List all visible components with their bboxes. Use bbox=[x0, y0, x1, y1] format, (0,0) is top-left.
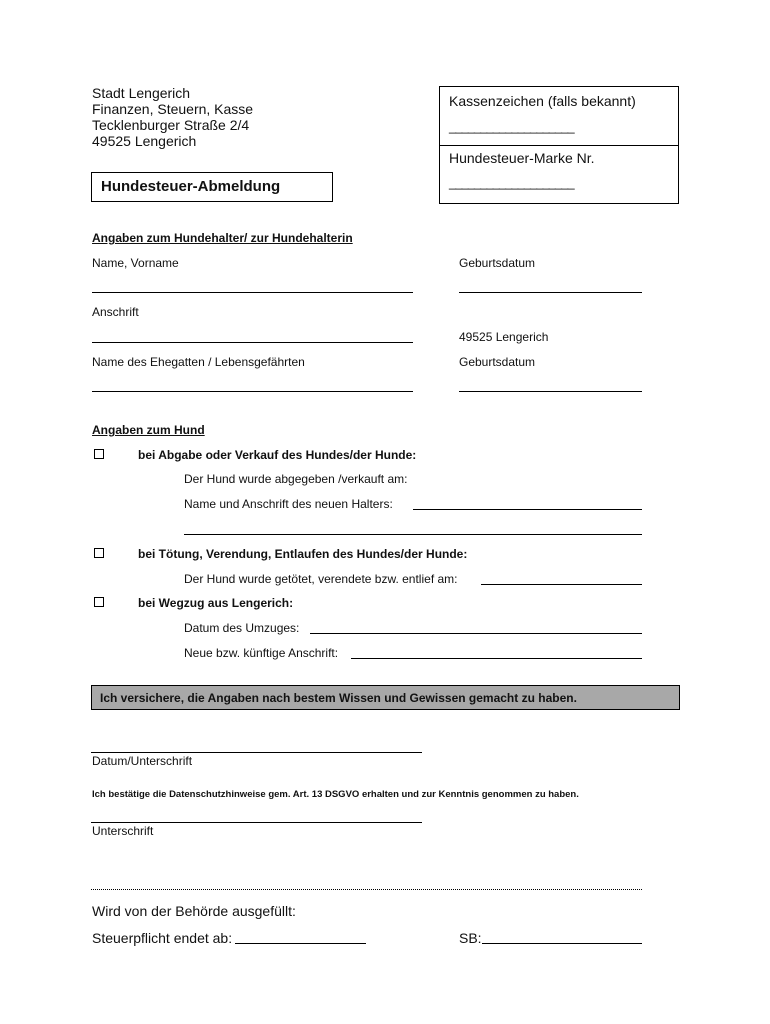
death-date-field[interactable] bbox=[481, 584, 642, 585]
dotted-separator bbox=[91, 889, 642, 890]
new-address-label: Neue bzw. künftige Anschrift: bbox=[184, 646, 339, 660]
spouse-name-label: Name des Ehegatten / Lebensgefährten bbox=[92, 355, 305, 369]
authority-heading: Wird von der Behörde ausgefüllt: bbox=[92, 903, 296, 919]
new-owner-label: Name und Anschrift des neuen Halters: bbox=[184, 497, 393, 511]
spouse-name-field[interactable] bbox=[92, 391, 413, 392]
birthdate-field[interactable] bbox=[459, 292, 642, 293]
address-label: Anschrift bbox=[92, 305, 139, 319]
privacy-statement: Ich bestätige die Datenschutzhinweise gem. Art. 13 DSGVO erhalten und zur Kenntnis genommen zu haben. bbox=[92, 789, 579, 800]
tax-end-label: Steuerpflicht endet ab: bbox=[92, 930, 233, 946]
spouse-birthdate-field[interactable] bbox=[459, 391, 642, 392]
new-address-field[interactable] bbox=[351, 658, 642, 659]
moving-checkbox[interactable] bbox=[94, 597, 104, 607]
sale-date-label: Der Hund wurde abgegeben /verkauft am: bbox=[184, 472, 408, 486]
kassenzeichen-label: Kassenzeichen (falls bekannt) bbox=[449, 93, 636, 109]
name-label: Name, Vorname bbox=[92, 256, 179, 270]
signature-date-label: Datum/Unterschrift bbox=[92, 754, 193, 768]
death-checkbox[interactable] bbox=[94, 548, 104, 558]
name-field[interactable] bbox=[92, 292, 413, 293]
moving-option-label: bei Wegzug aus Lengerich: bbox=[138, 596, 294, 610]
moving-date-label: Datum des Umzuges: bbox=[184, 621, 300, 635]
sender-line-1: Stadt Lengerich bbox=[92, 85, 191, 101]
owner-section-heading: Angaben zum Hundehalter/ zur Hundehalterin bbox=[92, 231, 353, 245]
death-option-label: bei Tötung, Verendung, Entlaufen des Hundes/der Hunde: bbox=[138, 547, 468, 561]
declaration-box: Ich versichere, die Angaben nach bestem Wissen und Gewissen gemacht zu haben. bbox=[91, 685, 680, 710]
moving-date-field[interactable] bbox=[310, 633, 642, 634]
sender-line-2: Finanzen, Steuern, Kasse bbox=[92, 101, 254, 117]
sender-line-3: Tecklenburger Straße 2/4 bbox=[92, 117, 250, 133]
form-title: Hundesteuer-Abmeldung bbox=[91, 172, 333, 202]
spouse-birthdate-label: Geburtsdatum bbox=[459, 355, 536, 369]
address-field[interactable] bbox=[92, 342, 413, 343]
new-owner-field-2[interactable] bbox=[184, 534, 642, 535]
box-divider bbox=[440, 145, 678, 146]
dog-section-heading: Angaben zum Hund bbox=[92, 423, 205, 437]
signature-label: Unterschrift bbox=[92, 824, 154, 838]
sb-label: SB: bbox=[459, 930, 482, 946]
sender-line-4: 49525 Lengerich bbox=[92, 133, 197, 149]
tax-end-field[interactable] bbox=[235, 943, 366, 944]
kassenzeichen-field[interactable]: ____________________ bbox=[449, 119, 574, 134]
sender-address bbox=[92, 85, 253, 149]
sale-checkbox[interactable] bbox=[94, 449, 104, 459]
signature-field[interactable] bbox=[91, 822, 422, 823]
dog-tag-label: Hundesteuer-Marke Nr. bbox=[449, 150, 595, 166]
signature-date-field[interactable] bbox=[91, 752, 422, 753]
city-text: 49525 Lengerich bbox=[459, 330, 549, 344]
dog-tag-field[interactable]: ____________________ bbox=[449, 175, 574, 190]
sale-option-label: bei Abgabe oder Verkauf des Hundes/der Hunde: bbox=[138, 448, 417, 462]
death-date-label: Der Hund wurde getötet, verendete bzw. entlief am: bbox=[184, 572, 458, 586]
new-owner-field[interactable] bbox=[413, 509, 642, 510]
birthdate-label: Geburtsdatum bbox=[459, 256, 536, 270]
cash-reference-box bbox=[439, 86, 679, 204]
sb-field[interactable] bbox=[482, 943, 642, 944]
